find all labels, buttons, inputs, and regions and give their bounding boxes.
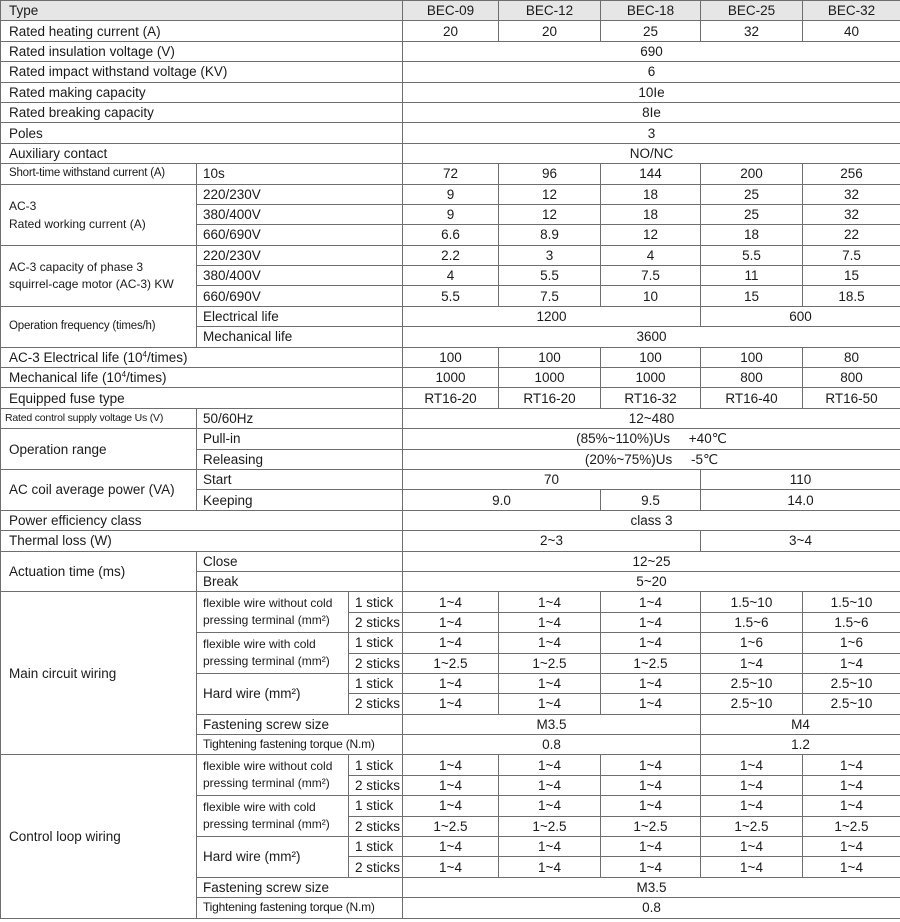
cell-value: 5.5 [403,286,499,306]
cell-value: 1~4 [403,612,499,632]
cell-value: 96 [499,164,601,184]
cell-value: 18 [601,184,701,204]
cell-value: 80 [803,347,900,367]
cell-value: 11 [701,266,803,286]
cell-value: 32 [803,184,900,204]
table-row [1,184,900,204]
cell-value: 0.8 [403,898,900,918]
row-label: Rated control supply voltage Us (V) [1,408,197,428]
cell-value: 800 [803,368,900,388]
row-sublabel: Fastening screw size [197,714,403,734]
cell-value: 1~4 [601,694,701,714]
row-sublabel: Tightening fastening torque (N.m) [197,898,403,918]
table-row [1,755,900,775]
row-label: Short-time withstand current (A) [1,164,197,184]
cell-value: 18.5 [803,286,900,306]
cell-value: 800 [701,368,803,388]
cell-value: M3.5 [403,877,900,897]
cell-value: 1200 [403,306,701,326]
cell-value: 9.0 [403,490,601,510]
cell-value: 1~4 [403,837,499,857]
table-row [1,41,900,61]
cell-value: 1~2.5 [601,816,701,836]
row-label-line: flexible wire with cold [203,800,316,815]
table-row [1,531,900,551]
row-label-line: AC-3 [9,198,37,213]
cell-value: 1000 [403,368,499,388]
cell-value: 2.5~10 [803,673,900,693]
cell-value: RT16-40 [701,388,803,408]
row-label-line: pressing terminal (mm²) [203,613,330,628]
cell-value: 1~6 [701,633,803,653]
cell-value: M3.5 [403,714,701,734]
row-label [1,347,403,367]
row-label: Rated impact withstand voltage (KV) [1,62,403,82]
cell-value: 1.5~10 [701,592,803,612]
row-label: Poles [1,123,403,143]
cell-value: 7.5 [499,286,601,306]
cell-value: M4 [701,714,900,734]
cell-value: 1~4 [601,796,701,816]
cell-value: 1~4 [601,592,701,612]
row-sublabel: Start [197,469,403,489]
table-row [1,408,900,428]
table-row [1,62,900,82]
table-row [1,102,900,122]
cell-value: 1~4 [499,633,601,653]
wire-type-label [197,592,349,633]
cell-value: 1~4 [803,775,900,795]
cell-value: 3~4 [701,531,900,551]
table-row [1,347,900,367]
cell-value: 4 [601,245,701,265]
row-label: Rated breaking capacity [1,102,403,122]
cell-value: 1~4 [601,673,701,693]
cell-value: (85%~110%)Us +40℃ [403,429,900,449]
cell-value: 200 [701,164,803,184]
row-sublabel: Electrical life [197,306,403,326]
row-sublabel: Tightening fastening torque (N.m) [197,735,403,755]
cell-value: RT16-20 [403,388,499,408]
row-sublabel: Close [197,551,403,571]
cell-value: 1~4 [803,755,900,775]
cell-value: 15 [701,286,803,306]
row-label-line: flexible wire without cold [203,596,333,611]
cell-value: 1~4 [701,796,803,816]
cell-value: 1.5~6 [803,612,900,632]
cell-value: 1~6 [803,633,900,653]
cell-value: 100 [499,347,601,367]
cell-value: 9.5 [601,490,701,510]
cell-value: 1~4 [601,775,701,795]
row-label [1,368,403,388]
row-sublabel: Releasing [197,449,403,469]
row-label-part: /times) [126,370,167,386]
cell-value: RT16-32 [601,388,701,408]
row-label: Operation range [1,429,197,470]
header-row [1,1,900,21]
row-label: Thermal loss (W) [1,531,403,551]
stick-count: 2 sticks [349,612,403,632]
table-row [1,551,900,571]
cell-value: 7.5 [601,266,701,286]
table-row [1,388,900,408]
cell-value: 5.5 [701,245,803,265]
cell-value: 2.2 [403,245,499,265]
cell-value: 8Ie [403,102,900,122]
wire-type-label: Hard wire (mm²) [197,837,349,878]
cell-value: 100 [701,347,803,367]
cell-value: 22 [803,225,900,245]
row-label-line: squirrel-cage motor (AC-3) KW [9,276,174,291]
row-sublabel: 10s [197,164,403,184]
row-label-line: AC-3 capacity of phase 3 [9,259,144,274]
model-header: BEC-18 [601,1,701,21]
table-row [1,21,900,41]
cell-value: 15 [803,266,900,286]
exponent: 4 [121,370,127,380]
row-label-line: flexible wire with cold [203,637,316,651]
model-header: BEC-25 [701,1,803,21]
model-header: BEC-32 [803,1,900,21]
stick-count: 2 sticks [349,775,403,795]
cell-value: 12~480 [403,408,900,428]
cell-value: RT16-20 [499,388,601,408]
cell-value: 9 [403,184,499,204]
cell-value: 10 [601,286,701,306]
cell-value: 1~2.5 [803,816,900,836]
table-row [1,306,900,326]
table-row [1,429,900,449]
cell-value: 72 [403,164,499,184]
model-header: BEC-09 [403,1,499,21]
cell-value: 2~3 [403,531,701,551]
cell-value: 1~4 [403,673,499,693]
row-sublabel: Break [197,571,403,591]
cell-value: 14.0 [701,490,900,510]
stick-count: 1 stick [349,755,403,775]
wire-type-label [197,796,349,837]
cell-value: 6.6 [403,225,499,245]
stick-count: 1 stick [349,633,403,653]
cell-value: 1.5~6 [701,612,803,632]
stick-count: 1 stick [349,592,403,612]
cell-value: 1000 [601,368,701,388]
cell-value: 1~4 [601,837,701,857]
cell-value: 6 [403,62,900,82]
row-sublabel: 660/690V [197,286,403,306]
cell-value: 1~4 [499,755,601,775]
cell-value: 3600 [403,327,900,347]
row-sublabel: Pull-in [197,429,403,449]
cell-value: 1~4 [499,612,601,632]
row-label-line: flexible wire without cold [203,759,333,774]
cell-value: 25 [701,184,803,204]
row-label: Rated insulation voltage (V) [1,41,403,61]
stick-count: 2 sticks [349,694,403,714]
cell-value: 1~4 [499,775,601,795]
cell-value: 1~4 [403,592,499,612]
row-label-part: /times) [147,349,188,365]
table-row [1,143,900,163]
cell-value: 5.5 [499,266,601,286]
cell-value: 3 [403,123,900,143]
wire-type-label [197,755,349,796]
table-row [1,123,900,143]
row-sublabel: 380/400V [197,204,403,224]
row-label: Rated heating current (A) [1,21,403,41]
cell-value: 1000 [499,368,601,388]
cell-value: 1~4 [403,796,499,816]
cell-value: 9 [403,204,499,224]
row-sublabel: 220/230V [197,184,403,204]
wire-type-label [197,633,349,674]
cell-value: 1~4 [499,796,601,816]
cell-value: 1~4 [701,653,803,673]
cell-value: 70 [403,469,701,489]
stick-count: 2 sticks [349,857,403,877]
cell-value: 32 [701,21,803,41]
cell-value: 12~25 [403,551,900,571]
cell-value: 1.5~10 [803,592,900,612]
cell-value: 20 [403,21,499,41]
cell-value: 8.9 [499,225,601,245]
cell-value: 1~2.5 [499,653,601,673]
wire-type-label: Hard wire (mm²) [197,673,349,714]
row-label: AC coil average power (VA) [1,469,197,510]
cell-value: 2.5~10 [701,673,803,693]
cell-value: 100 [601,347,701,367]
row-label: Actuation time (ms) [1,551,197,592]
cell-value: 1~4 [601,857,701,877]
stick-count: 1 stick [349,673,403,693]
cell-value: 1~4 [701,857,803,877]
cell-value: 32 [803,204,900,224]
row-label-part: AC-3 Electrical life (10 [9,349,143,365]
cell-value: 1~4 [499,673,601,693]
row-label: Rated making capacity [1,82,403,102]
row-sublabel: 50/60Hz [197,408,403,428]
cell-value: 1.2 [701,735,900,755]
cell-value: 1~4 [499,694,601,714]
row-sublabel: 220/230V [197,245,403,265]
row-label-line: pressing terminal (mm²) [203,817,330,832]
cell-value: 12 [601,225,701,245]
cell-value: 0.8 [403,735,701,755]
cell-value: 12 [499,204,601,224]
cell-value: 1~4 [403,633,499,653]
table-row [1,510,900,530]
cell-value: 1~4 [403,755,499,775]
cell-value: 110 [701,469,900,489]
cell-value: 1~4 [403,694,499,714]
cell-value: 1~2.5 [601,653,701,673]
cell-value: 18 [701,225,803,245]
cell-value: 5~20 [403,571,900,591]
cell-value: 1~4 [499,592,601,612]
table-row [1,368,900,388]
row-label: Operation frequency (times/h) [1,306,197,347]
cell-value: 100 [403,347,499,367]
row-label [1,245,197,306]
cell-value: 1~4 [803,796,900,816]
cell-value: 1~4 [701,755,803,775]
row-label-part: Mechanical life (10 [9,370,122,386]
cell-value: RT16-50 [803,388,900,408]
type-label: Type [1,1,403,21]
cell-value: (20%~75%)Us -5℃ [403,449,900,469]
row-sublabel: 660/690V [197,225,403,245]
row-sublabel: 380/400V [197,266,403,286]
table-row [1,245,900,265]
cell-value: 25 [601,21,701,41]
table-row [1,469,900,489]
cell-value: 1~4 [803,857,900,877]
cell-value: 1~2.5 [403,816,499,836]
model-header: BEC-12 [499,1,601,21]
cell-value: 1~4 [803,837,900,857]
cell-value: 1~4 [601,633,701,653]
cell-value: 256 [803,164,900,184]
row-label-line: Rated working current (A) [9,216,146,231]
cell-value: 25 [701,204,803,224]
cell-value: 600 [701,306,900,326]
row-label: Equipped fuse type [1,388,403,408]
row-label: Power efficiency class [1,510,403,530]
cell-value: 1~4 [601,612,701,632]
cell-value: 1~4 [601,755,701,775]
stick-count: 2 sticks [349,816,403,836]
table-row [1,592,900,612]
cell-value: 1~2.5 [701,816,803,836]
cell-value: 1~4 [499,837,601,857]
cell-value: 144 [601,164,701,184]
table-row [1,164,900,184]
cell-value: 1~4 [701,837,803,857]
row-label: Control loop wiring [1,755,197,918]
stick-count: 2 sticks [349,653,403,673]
cell-value: 2.5~10 [803,694,900,714]
cell-value: 1~4 [403,775,499,795]
cell-value: 3 [499,245,601,265]
cell-value: 2.5~10 [701,694,803,714]
row-label-line: pressing terminal (mm²) [203,776,330,791]
row-sublabel: Fastening screw size [197,877,403,897]
exponent: 4 [142,349,147,359]
cell-value: class 3 [403,510,900,530]
stick-count: 1 stick [349,837,403,857]
cell-value: 1~2.5 [499,816,601,836]
table-row [1,82,900,102]
stick-count: 1 stick [349,796,403,816]
row-label: Main circuit wiring [1,592,197,755]
cell-value: 12 [499,184,601,204]
cell-value: 1~2.5 [403,653,499,673]
cell-value: 10Ie [403,82,900,102]
cell-value: NO/NC [403,143,900,163]
row-label: Auxiliary contact [1,143,403,163]
row-sublabel: Keeping [197,490,403,510]
row-label [1,184,197,245]
cell-value: 20 [499,21,601,41]
row-label-line: pressing terminal (mm²) [203,654,330,668]
cell-value: 7.5 [803,245,900,265]
cell-value: 1~4 [803,653,900,673]
cell-value: 1~4 [701,775,803,795]
cell-value: 4 [403,266,499,286]
cell-value: 1~4 [499,857,601,877]
cell-value: 690 [403,41,900,61]
cell-value: 40 [803,21,900,41]
cell-value: 1~4 [403,857,499,877]
cell-value: 18 [601,204,701,224]
row-sublabel: Mechanical life [197,327,403,347]
